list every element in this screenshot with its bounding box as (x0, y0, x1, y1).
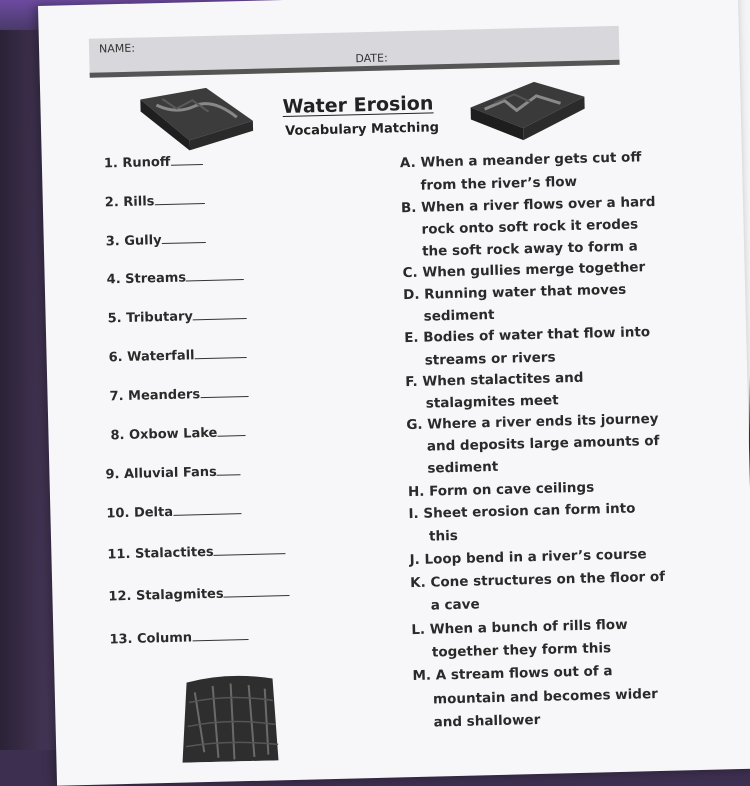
definition-item: I. Sheet erosion can form into (408, 500, 636, 523)
vocab-term-label: 5. Tributary (107, 309, 194, 327)
vocab-term (106, 267, 244, 287)
vocab-term-label: 1. Runoff (103, 154, 171, 172)
answer-blank[interactable] (213, 541, 285, 556)
definition-continuation: stalagmites meet (425, 392, 559, 412)
vocab-term-label: 13. Column (109, 630, 193, 648)
vocab-term (110, 423, 245, 443)
answer-blank[interactable] (161, 230, 205, 244)
vocab-term (104, 152, 203, 171)
definition-item: H. Form on cave ceilings (407, 479, 595, 501)
vocab-term-label: 7. Meanders (109, 387, 201, 405)
answer-blank[interactable] (223, 583, 289, 598)
definition-continuation: a cave (430, 596, 480, 614)
definition-item: D. Running water that moves (402, 281, 627, 304)
definition-continuation: the soft rock away to form a (421, 238, 639, 260)
vocab-term (108, 583, 290, 604)
definition-item: L. When a bunch of rills flow (411, 616, 628, 639)
terrain-block-right-icon (464, 75, 590, 148)
answer-blank[interactable] (194, 345, 246, 359)
definition-item: G. Where a river ends its journey (406, 410, 659, 434)
vocab-term (107, 306, 247, 326)
definition-item: B. When a river flows over a hard (400, 193, 656, 217)
definition-item: F. When stalactites and (405, 369, 584, 391)
vocab-term (105, 462, 241, 482)
name-date-bar (89, 26, 620, 78)
answer-blank[interactable] (170, 152, 202, 166)
vocab-term (106, 230, 206, 249)
definition-continuation: sediment (423, 306, 495, 325)
definition-item: A. When a meander gets cut off (399, 149, 642, 172)
vocab-term (105, 191, 205, 210)
answer-blank[interactable] (154, 191, 204, 205)
definition-item: E. Bodies of water that flow into (404, 324, 651, 347)
vocab-term-label: 6. Waterfall (108, 348, 195, 366)
vocab-term (109, 627, 248, 647)
definition-item: J. Loop bend in a river’s course (409, 546, 647, 569)
vocab-term (107, 541, 286, 562)
vocab-term-label: 11. Stalactites (107, 544, 214, 563)
definition-continuation: and deposits large amounts of (426, 432, 660, 455)
answer-blank[interactable] (217, 462, 241, 476)
terrain-block-left-icon (136, 83, 258, 154)
definition-continuation: from the river’s flow (420, 173, 578, 194)
definition-continuation: and shallower (433, 711, 541, 731)
vocab-term-label: 12. Stalagmites (108, 586, 224, 605)
definition-continuation: this (428, 527, 459, 545)
answer-blank[interactable] (192, 627, 248, 641)
worksheet-title: Water Erosion (282, 92, 434, 119)
answer-blank[interactable] (173, 501, 241, 516)
vocab-term-label: 10. Delta (106, 504, 174, 522)
vocab-term (108, 345, 246, 365)
vocab-term-label: 9. Alluvial Fans (105, 464, 217, 483)
answer-blank[interactable] (217, 423, 245, 437)
definition-continuation: rock onto soft rock it erodes (421, 216, 639, 238)
vocab-term-label: 2. Rills (104, 194, 155, 211)
definition-item: M. A stream flows out of a (412, 663, 613, 685)
name-label: NAME: (98, 41, 136, 56)
vocab-term-label: 4. Streams (106, 270, 187, 288)
vocab-term-label: 3. Gully (105, 233, 162, 250)
rock-column-icon (172, 670, 284, 763)
definition-item: C. When gullies merge together (402, 259, 646, 282)
worksheet (38, 0, 750, 786)
answer-blank[interactable] (193, 306, 247, 320)
definition-item: K. Cone structures on the floor of (410, 568, 666, 592)
vocab-term-label: 8. Oxbow Lake (110, 425, 218, 444)
definition-continuation: mountain and becomes wider (432, 686, 658, 708)
definition-continuation: together they form this (431, 640, 612, 661)
date-label: DATE: (355, 51, 388, 66)
vocab-term (106, 501, 241, 521)
answer-blank[interactable] (200, 384, 248, 398)
answer-blank[interactable] (186, 267, 244, 281)
vocab-term (109, 384, 248, 404)
definition-continuation: sediment (427, 458, 499, 477)
definition-continuation: streams or rivers (424, 349, 556, 369)
worksheet-subtitle: Vocabulary Matching (284, 120, 440, 139)
